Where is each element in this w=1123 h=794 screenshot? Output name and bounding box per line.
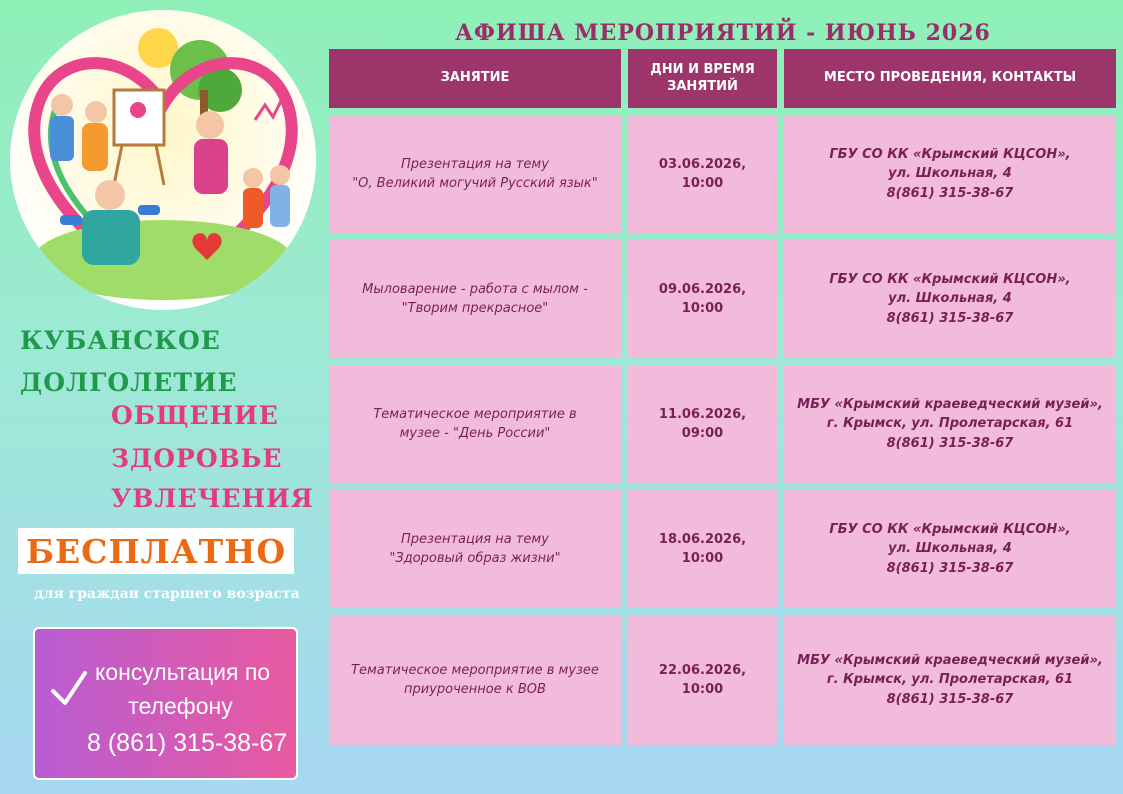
hero-illustration xyxy=(10,10,316,310)
row-2-place-address: ул. Школьная, 4 xyxy=(888,291,1012,307)
audience-note: для граждан старшего возраста xyxy=(34,586,300,602)
row-4-activity-line-1: Презентация на тему xyxy=(401,531,549,547)
consultation-box xyxy=(33,627,298,780)
tag-dolgoletie: ДОЛГОЛЕТИЕ xyxy=(20,368,238,397)
row-2-date: 09.06.2026, 10:00 xyxy=(628,240,777,358)
row-5-place xyxy=(784,615,1116,745)
row-4-activity xyxy=(329,490,621,608)
row-1-place xyxy=(784,115,1116,233)
tag-zdorovie: ЗДОРОВЬЕ xyxy=(111,444,283,473)
row-4-place-org: ГБУ СО КК «Крымский КЦСОН», xyxy=(829,521,1071,537)
row-3-activity-line-2: музее - "День России" xyxy=(399,426,551,441)
row-3-place-address: г. Крымск, ул. Пролетарская, 61 xyxy=(826,416,1074,432)
row-4-place-address: ул. Школьная, 4 xyxy=(888,541,1012,557)
row-3-place xyxy=(784,365,1116,483)
row-1-date: 03.06.2026, 10:00 xyxy=(628,115,777,233)
row-2-activity-line-1: Мыловарение - работа с мылом - xyxy=(362,281,588,297)
row-2-activity-line-2: "Творим прекрасное" xyxy=(401,301,549,316)
row-2-activity xyxy=(329,240,621,358)
row-5-activity-line-1: Тематическое мероприятие в музее xyxy=(351,662,599,678)
free-label: БЕСПЛАТНО xyxy=(25,531,287,571)
header-activity: ЗАНЯТИЕ xyxy=(329,49,621,108)
row-4-place-phone: 8(861) 315-38-67 xyxy=(886,560,1014,576)
row-5-place-address: г. Крымск, ул. Пролетарская, 61 xyxy=(826,672,1074,688)
row-5-date: 22.06.2026, 10:00 xyxy=(628,615,777,745)
consult-line-2: телефону xyxy=(128,693,233,719)
consult-phone: 8 (861) 315-38-67 xyxy=(87,729,288,757)
row-2-place xyxy=(784,240,1116,358)
row-1-place-org: ГБУ СО КК «Крымский КЦСОН», xyxy=(829,146,1071,162)
header-place: МЕСТО ПРОВЕДЕНИЯ, КОНТАКТЫ xyxy=(784,49,1116,108)
row-1-place-address: ул. Школьная, 4 xyxy=(888,166,1012,182)
heart-elderly-illustration-icon xyxy=(10,10,316,310)
row-4-date: 18.06.2026, 10:00 xyxy=(628,490,777,608)
page-title: АФИША МЕРОПРИЯТИЙ - ИЮНЬ 2026 xyxy=(455,20,991,46)
row-1-place-phone: 8(861) 315-38-67 xyxy=(886,185,1014,201)
row-1-activity-line-1: Презентация на тему xyxy=(401,156,549,172)
tag-kubanskoe: КУБАНСКОЕ xyxy=(20,326,221,355)
schedule-table xyxy=(329,49,1116,741)
row-3-activity xyxy=(329,365,621,483)
row-5-place-org: МБУ «Крымский краеведческий музей», xyxy=(797,652,1103,668)
row-4-activity-line-2: "Здоровый образ жизни" xyxy=(389,551,561,566)
row-3-place-org: МБУ «Крымский краеведческий музей», xyxy=(797,396,1103,412)
row-1-activity xyxy=(329,115,621,233)
row-1-activity-line-2: "О, Великий могучий Русский язык" xyxy=(352,176,598,191)
row-4-place xyxy=(784,490,1116,608)
free-badge xyxy=(18,528,294,574)
row-3-date: 11.06.2026, 09:00 xyxy=(628,365,777,483)
tag-uvlecheniya: УВЛЕЧЕНИЯ xyxy=(111,484,314,513)
consult-line-1: консультация по xyxy=(95,659,271,685)
header-date: ДНИ И ВРЕМЯ ЗАНЯТИЙ xyxy=(628,49,777,108)
row-3-place-phone: 8(861) 315-38-67 xyxy=(886,435,1014,451)
row-2-place-org: ГБУ СО КК «Крымский КЦСОН», xyxy=(829,271,1071,287)
row-5-activity-line-2: приуроченное к ВОВ xyxy=(404,682,546,697)
row-5-place-phone: 8(861) 315-38-67 xyxy=(886,691,1014,707)
row-3-activity-line-1: Тематическое мероприятие в xyxy=(373,406,577,422)
tag-obshchenie: ОБЩЕНИЕ xyxy=(111,401,279,430)
row-2-place-phone: 8(861) 315-38-67 xyxy=(886,310,1014,326)
row-5-activity xyxy=(329,615,621,745)
